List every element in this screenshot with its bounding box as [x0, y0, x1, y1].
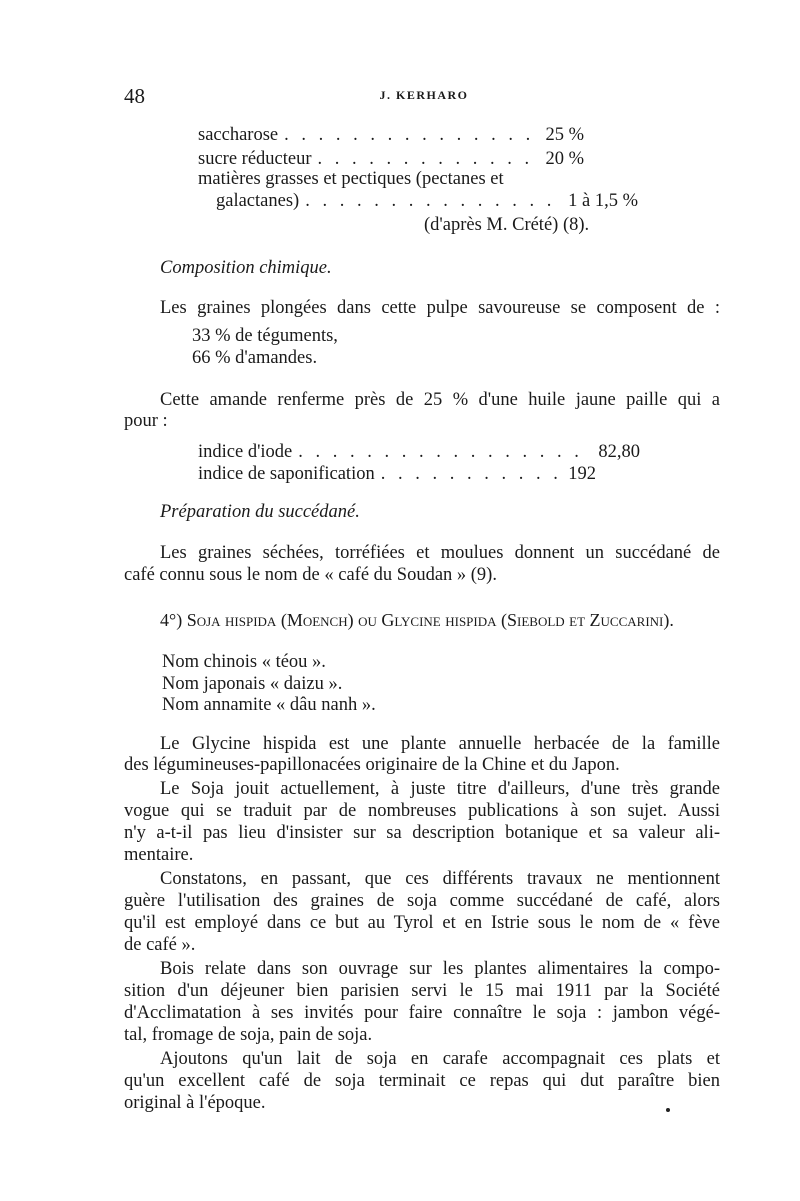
paragraph-line: qu'un excellent café de soja terminait ce repas qui dut paraître bien — [124, 1071, 720, 1091]
paragraph-line: Cette amande renferme près de 25 % d'une huile jaune paille qui a — [160, 390, 720, 410]
paragraph-line: Bois relate dans son ouvrage sur les plantes alimentaires la compo- — [160, 959, 720, 979]
composition-value: 1 à 1,5 % — [568, 191, 638, 211]
list-item: 66 % d'amandes. — [192, 348, 318, 368]
composition-row — [198, 124, 584, 146]
list-item: 33 % de téguments, — [192, 326, 338, 346]
dot-leader — [305, 190, 562, 212]
indice-value: 82,80 — [598, 442, 640, 462]
paragraph-line: vogue qui se traduit par de nombreuses publications à son sujet. Aussi — [124, 801, 720, 821]
paragraph-line: Ajoutons qu'un lait de soja en carafe accompagnait ces plats et — [160, 1049, 720, 1069]
paragraph-line: qu'il est employé dans ce but au Tyrol et en Istrie sous le nom de « fève — [124, 913, 720, 933]
paragraph-line: tal, fromage de soja, pain de soja. — [124, 1025, 373, 1045]
source-note: (d'après M. Crété) (8). — [424, 215, 590, 235]
dot-leader — [318, 148, 540, 170]
composition-value: 20 % — [545, 149, 584, 169]
paragraph-line: Constatons, en passant, que ces différents travaux ne mentionnent — [160, 869, 720, 889]
section-heading: Préparation du succédané. — [160, 502, 360, 522]
dot-leader — [298, 441, 592, 463]
indice-value: 192 — [568, 464, 596, 484]
paragraph-line: sition d'un déjeuner bien parisien servi le 15 mai 1911 par la Société — [124, 981, 720, 1001]
name-item: Nom japonais « daizu ». — [162, 674, 343, 694]
section-title: 4°) Soja hispida (Moench) ou Glycine hispida (Siebold et Zuccarini). — [160, 610, 674, 630]
paragraph-line: pour : — [124, 411, 168, 431]
indice-label: indice de saponification — [198, 464, 375, 484]
composition-row — [198, 148, 584, 170]
dot-leader — [381, 463, 563, 485]
indice-row — [198, 441, 640, 463]
composition-value: 25 % — [545, 125, 584, 145]
paragraph-line: café connu sous le nom de « café du Soudan » (9). — [124, 565, 497, 585]
paragraph-line: original à l'époque. — [124, 1093, 266, 1113]
composition-label: galactanes) — [216, 191, 300, 211]
paragraph-line: Les graines plongées dans cette pulpe savoureuse se composent de : — [160, 298, 720, 318]
name-item: Nom chinois « téou ». — [162, 652, 326, 672]
indice-row — [198, 463, 596, 485]
paragraph-line: de café ». — [124, 935, 196, 955]
matieres-line: matières grasses et pectiques (pectanes et — [198, 169, 504, 189]
paragraph-line: des légumineuses-papillonacées originaire de la Chine et du Japon. — [124, 755, 620, 775]
composition-label: saccharose — [198, 125, 279, 145]
paragraph-line: d'Acclimatation à ses invités pour faire connaître le soja : jambon végé- — [124, 1003, 720, 1023]
section-heading: Composition chimique. — [160, 258, 332, 278]
composition-row — [216, 190, 638, 212]
indice-label: indice d'iode — [198, 442, 293, 462]
name-item: Nom annamite « dâu nanh ». — [162, 695, 376, 715]
running-head: J. KERHARO — [379, 88, 469, 102]
page-number: 48 — [124, 84, 145, 108]
composition-label: sucre réducteur — [198, 149, 312, 169]
print-speck — [666, 1108, 670, 1112]
dot-leader — [284, 124, 539, 146]
paragraph-line: guère l'utilisation des graines de soja comme succédané de café, alors — [124, 891, 720, 911]
paragraph-line: Le Glycine hispida est une plante annuelle herbacée de la famille — [160, 734, 720, 754]
page-header — [124, 84, 724, 108]
paragraph-line: Le Soja jouit actuellement, à juste titre d'ailleurs, d'une très grande — [160, 779, 720, 799]
paragraph-line: mentaire. — [124, 845, 194, 865]
paragraph-line: Les graines séchées, torréfiées et moulues donnent un succédané de — [160, 543, 720, 563]
paragraph-line: n'y a-t-il pas lieu d'insister sur sa description botanique et sa valeur ali- — [124, 823, 720, 843]
